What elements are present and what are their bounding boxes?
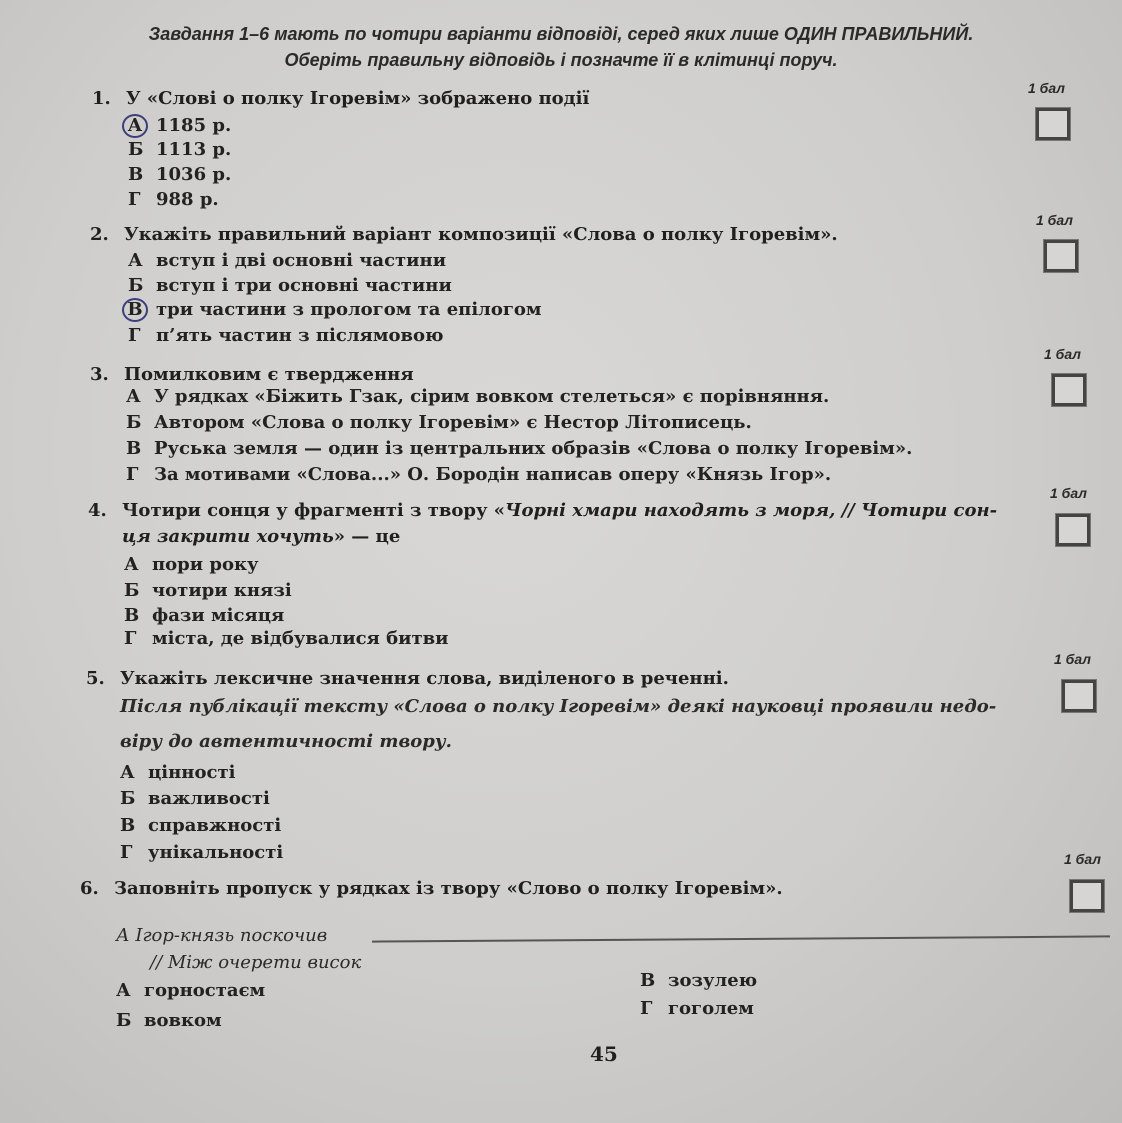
instructions-line-2: Оберіть правильну відповідь і позначте її в клітинці поруч. [284, 50, 838, 70]
score-label: 1 бал [1036, 212, 1074, 228]
q6-quote-line-1: А Ігор-князь поскочив [116, 925, 328, 946]
answer-box-6[interactable] [1070, 880, 1104, 912]
score-label: 1 бал [1050, 485, 1088, 501]
question-number: 1. [92, 88, 111, 109]
q4-option-b[interactable]: Б чотири князі [124, 580, 292, 601]
q1-option-d[interactable]: Г 988 р. [128, 189, 219, 210]
q3-option-a[interactable]: А У рядках «Біжить Гзак, сірим вовком стелеться» є порівняння. [126, 386, 830, 407]
q2-option-d[interactable]: Г п’ять частин з післямовою [128, 325, 444, 346]
q5-quote-line-2: віру до автентичності твору. [120, 731, 452, 752]
q3-option-d[interactable]: Г За мотивами «Слова...» О. Бородін написав оперу «Князь Ігор». [126, 464, 832, 485]
page-number: 45 [590, 1042, 618, 1066]
fill-in-blank[interactable] [372, 935, 1110, 942]
q4-option-d[interactable]: Г міста, де відбувалися битви [124, 628, 449, 649]
q1-option-b[interactable]: Б 1113 р. [128, 139, 232, 160]
answer-circle: А [122, 114, 148, 138]
answer-box-3[interactable] [1052, 374, 1086, 406]
q6-option-c[interactable]: В зозулею [640, 970, 758, 991]
q4-option-a[interactable]: А пори року [124, 554, 259, 575]
q5-option-a[interactable]: А цінності [120, 762, 236, 783]
q6-option-a[interactable]: А горностаєм [116, 980, 266, 1001]
question-text: Заповніть пропуск у рядках із твору «Слово о полку Ігоревім». [114, 878, 783, 899]
answer-box-4[interactable] [1056, 514, 1090, 546]
question-1 [92, 88, 589, 109]
q5-option-d[interactable]: Г унікальності [120, 842, 284, 863]
score-label: 1 бал [1044, 346, 1082, 362]
question-text: Укажіть лексичне значення слова, виділеного в реченні. [120, 668, 729, 689]
answer-box-1[interactable] [1036, 108, 1070, 140]
q2-option-a[interactable]: А вступ і дві основні частини [128, 250, 447, 271]
question-text: У «Слові о полку Ігоревім» зображено події [126, 88, 590, 109]
score-label: 1 бал [1064, 851, 1102, 867]
question-4-line2: ця закрити хочуть» — це [122, 526, 401, 547]
q1-option-a[interactable]: А 1185 р. [128, 114, 231, 138]
q6-quote-line-2: // Між очерети висок [150, 952, 362, 973]
q5-quote-line-1: Після публікації тексту «Слова о полку Ігоревім» деякі науковці проявили недо- [120, 696, 997, 717]
q5-option-b[interactable]: Б важливості [120, 788, 270, 809]
question-6: 6. Заповніть пропуск у рядках із твору «Слово о полку Ігоревім». [80, 878, 783, 899]
question-text: Помилковим є твердження [124, 364, 414, 385]
question-5: 5. Укажіть лексичне значення слова, виділеного в реченні. [86, 668, 729, 689]
question-2: 2. Укажіть правильний варіант композиції «Слова о полку Ігоревім». [90, 224, 838, 245]
score-label: 1 бал [1028, 80, 1066, 96]
q1-option-c[interactable]: В 1036 р. [128, 164, 232, 185]
q5-option-c[interactable]: В справжності [120, 815, 282, 836]
q6-option-b[interactable]: Б вовком [116, 1010, 222, 1031]
q4-option-c[interactable]: В фази місяця [124, 605, 285, 626]
answer-box-2[interactable] [1044, 240, 1078, 272]
q6-option-d[interactable]: Г гоголем [640, 998, 754, 1019]
instructions-line-1: Завдання 1–6 мають по чотири варіанти відповіді, серед яких лише ОДИН ПРАВИЛЬНИЙ. [148, 24, 974, 44]
q2-option-c[interactable]: В три частини з прологом та епілогом [128, 298, 542, 322]
q3-option-b[interactable]: Б Автором «Слова о полку Ігоревім» є Нестор Літописець. [126, 412, 752, 433]
question-3: 3. Помилковим є твердження [90, 364, 414, 385]
answer-circle: В [122, 298, 148, 322]
question-4: 4. Чотири сонця у фрагменті з твору «Чорні хмари находять з моря, // Чотири сон- [88, 500, 998, 521]
q2-option-b[interactable]: Б вступ і три основні частини [128, 275, 452, 296]
score-label: 1 бал [1054, 651, 1092, 667]
q3-option-c[interactable]: В Руська земля — один із центральних образів «Слова о полку Ігоревім». [126, 438, 913, 459]
answer-box-5[interactable] [1062, 680, 1096, 712]
question-text: Укажіть правильний варіант композиції «Слова о полку Ігоревім». [124, 224, 838, 245]
